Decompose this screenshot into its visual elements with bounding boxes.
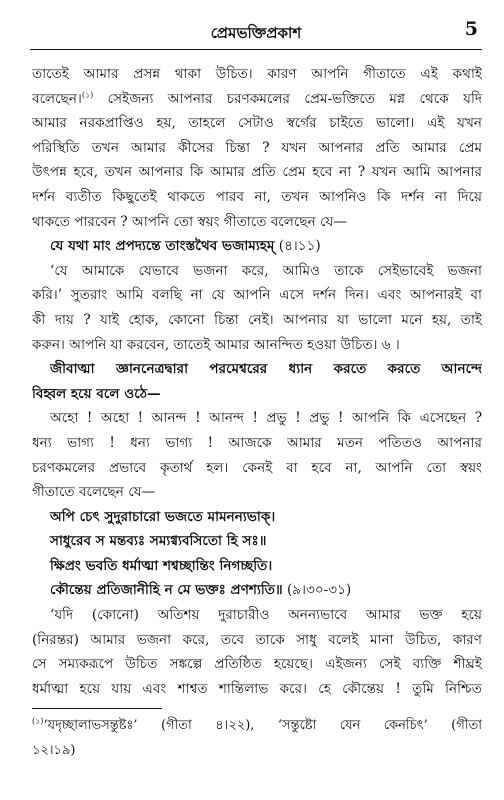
verse-line — [32, 578, 482, 603]
page-number: 5 — [464, 18, 478, 40]
footnote-text: ‘যদৃচ্ছালাভসন্তুষ্টঃ’ (গীতা ৪।২২), ‘সন্তুষ্টো যেন কেনচিৎ’ (গীতা — [43, 718, 482, 733]
text-line: (নিরন্তর) আমার ভজনা করে, তবে তাকে সাধু বলেই মানা উচিত, কারণ — [32, 631, 482, 648]
running-title: প্রেমভক্তিপ্রকাশ — [210, 24, 302, 42]
text-line: উৎপন্ন হবে, তখন আপনার কি আমার প্রতি প্রেম হবে না ? যখন আমি আপনার — [32, 164, 482, 181]
footnote-marker: (১) — [32, 716, 44, 726]
footnote-marker: (১) — [81, 90, 94, 100]
verse-text: কৌন্তেয় প্রতিজানীহি ন মে ভক্তঃ প্রণশ্যতি॥ — [50, 582, 283, 599]
verse-reference: (৪।১১) — [274, 238, 321, 255]
footnote-line — [32, 714, 482, 739]
text-line — [32, 87, 482, 112]
text-line: করুন। আপনি যা করবেন, তাতেই আমার আনন্দিত হওয়া উচিত। ৬ । — [32, 336, 400, 353]
text-line: কী দায় ? যাই হোক, কোনো চিন্তা নেই। আপনার যা ভালো মনে হয়, তাই — [32, 311, 482, 328]
text-line: আমার নরকপ্রাপ্তিও হয়, তাহলে সেটাও স্বর্গের চাইতে ভালো। এই যখন — [32, 115, 482, 132]
verse-line: ক্ষিপ্রং ভবতি ধর্মাত্মা শশ্বচ্ছান্তিং নিগচ্ছতি। — [50, 557, 273, 574]
text-line: গীতাতে বলেছেন যে— — [32, 484, 156, 501]
text-span: সেইজন্য আপনার চরণকমলের প্রেম-ভক্তিতে মগ্ন থেকে যদি — [93, 90, 482, 107]
verse-line: অপি চেৎ সুদুরাচারো ভজতে মামনন্যভাক্। — [50, 508, 276, 525]
verse-line — [32, 234, 482, 259]
verse-reference: (৯।৩০-৩১) — [282, 582, 352, 599]
text-line: বিহ্বল হয়ে বলে ওঠে— — [32, 385, 161, 402]
main-text — [32, 62, 482, 701]
text-line: তাতেই আমার প্রসন্ন থাকা উচিত। কারণ আপনি গীতাতে এই কথাই — [32, 66, 482, 82]
text-line: ‘যদি (কোনো) অতিশয় দুরাচারীও অনন্যভাবে আমার ভক্ত হয়ে — [50, 607, 482, 624]
footnote-line: ১২।১৯) — [32, 742, 76, 758]
text-line: করি।’ সুতরাং আমি বলছি না যে আপনি এসে দর্শন দিন। এবং আপনারই বা — [32, 287, 482, 304]
text-line: জীবাত্মা জ্ঞাননেত্রদ্বারা পরমেশ্বরের ধ্যান করতে করতে আনন্দে — [50, 361, 482, 378]
text-line: ‘যে আমাকে যেভাবে ভজনা করে, আমিও তাকে সেইভাবেই ভজনা — [50, 262, 482, 279]
footnote — [32, 714, 482, 763]
text-line: চরণকমলের প্রভাবে কৃতার্থ হল। কেনই বা হবে না, আপনি তো স্বয়ং — [32, 459, 482, 476]
text-line: পরিস্থিতি তখন আমার কীসের চিন্তা ? যখন আপনার প্রতি আমার প্রেম — [32, 139, 482, 156]
text-line: ধন্য ভাগ্য ! ধন্য ভাগ্য ! আজকে আমার মতন পতিতও আপনার — [32, 434, 482, 451]
page-header — [30, 14, 482, 50]
header-rule — [30, 49, 482, 50]
text-line: থাকতে পারবেন ? আপনি তো স্বয়ং গীতাতে বলেছেন যে— — [32, 213, 347, 230]
text-line: সে সম্যকরূপে উচিত সঙ্কল্পে প্রতিষ্ঠিত হয়েছে। এইজন্য সেই ব্যক্তি শীঘ্রই — [32, 656, 482, 673]
verse-line: সাধুরেব স মন্তব্যঃ সম্যগ্ব্যবসিতো হি সঃ॥ — [50, 533, 267, 550]
text-line: ধর্মাত্মা হয়ে যায় এবং শাশ্বত শান্তিলাভ করে। হে কৌন্তেয় ! তুমি নিশ্চিত — [32, 680, 482, 697]
text-span: বলেছেন। — [32, 90, 82, 107]
text-line: দর্শন ব্যতীত কিছুতেই থাকতে পারব না, তখন আপনিও কি দর্শন না দিয়ে — [32, 188, 482, 205]
footnote-rule — [32, 708, 162, 709]
verse-text: যে যথা মাং প্রপদ্যন্তে তাংস্তথৈব ভজাম্যহম্ — [50, 238, 275, 255]
text-line: অহো ! অহো ! আনন্দ ! আনন্দ ! প্রভু ! প্রভু ! আপনি কি এসেছেন ? — [50, 410, 482, 427]
